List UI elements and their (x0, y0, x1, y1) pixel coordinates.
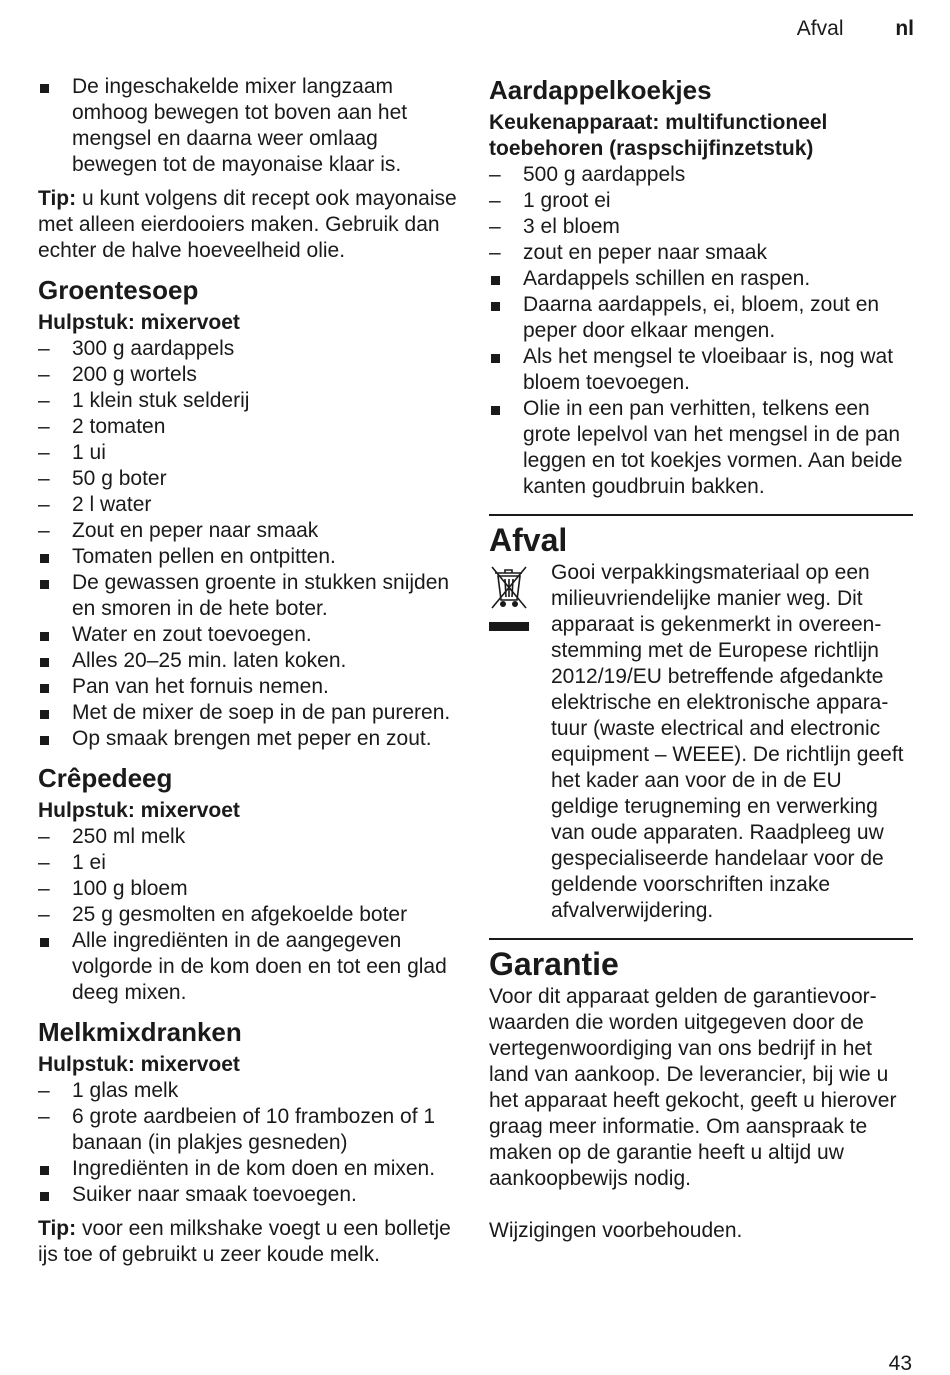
garantie-title: Garantie (489, 946, 619, 982)
weee-crossed-bin-icon (489, 564, 529, 634)
aardappel-list (489, 162, 913, 500)
list-item: Ingrediënten in de kom doen en mixen. (38, 1156, 466, 1182)
melkmix-title: Melkmixdranken (38, 1017, 242, 1047)
list-item: – 500 g aardappels (489, 162, 913, 188)
list-item: Tomaten pellen en ontpitten. (38, 544, 466, 570)
list-item: Als het mengsel te vloeibaar is, nog wat bloem toevoegen. (489, 344, 913, 396)
list-item: Aardappels schillen en raspen. (489, 266, 913, 292)
list-item: – 1 ui (38, 440, 466, 466)
tip-label: Tip: (38, 1217, 77, 1240)
list-item: – 250 ml melk (38, 824, 466, 850)
melkmix-list (38, 1078, 466, 1208)
list-item: De gewassen groente in stukken snijden en smoren in de hete boter. (38, 570, 466, 622)
afval-text: Gooi verpakkingsmateriaal op een milieuvriendelijke manier weg. Dit apparaat is gekenmerkt in overeen-stemming met de Europese richtlijn 2012/19/EU betreffende afgedankte elektrische en elektronische appara-tuur (waste electrical and electronic equipment – WEEE). De richtlijn geeft het kader aan voor de in de EU geldige terugneming en verwerking van oude apparaten. Raadpleeg uw gespecialiseerde handelaar voor de geldende voorschriften inzake afvalverwijdering. (551, 561, 904, 922)
list-item: – 1 groot ei (489, 188, 913, 214)
list-item: Met de mixer de soep in de pan pureren. (38, 700, 466, 726)
list-item: – 3 el bloem (489, 214, 913, 240)
page-header (797, 16, 914, 42)
mayo-steps (38, 74, 466, 178)
list-item: Pan van het fornuis nemen. (38, 674, 466, 700)
afval-block (489, 560, 913, 924)
list-item: Daarna aardappels, ei, bloem, zout en peper door elkaar mengen. (489, 292, 913, 344)
groentesoep-list (38, 336, 466, 752)
left-column (38, 74, 466, 1268)
list-item: – 6 grote aardbeien of 10 frambozen of 1 banaan (in plakjes gesneden) (38, 1104, 466, 1156)
tip-text: voor een milkshake voegt u een bolletje ijs toe of gebruikt u zeer koude melk. (38, 1217, 451, 1266)
crepedeeg-title: Crêpedeeg (38, 763, 173, 793)
tip-label: Tip: (38, 187, 77, 210)
list-item: Suiker naar smaak toevoegen. (38, 1182, 466, 1208)
list-item: Op smaak brengen met peper en zout. (38, 726, 466, 752)
groentesoep-tool: Hulpstuk: mixervoet (38, 311, 240, 334)
list-item: De ingeschakelde mixer langzaam omhoog bewegen tot boven aan het mengsel en daarna weer omlaag bewegen tot de mayonaise klaar is. (38, 74, 466, 178)
list-item: – 1 glas melk (38, 1078, 466, 1104)
list-item: Alles 20–25 min. laten koken. (38, 648, 466, 674)
page-number: 43 (888, 1352, 912, 1375)
list-item: – 25 g gesmolten en afgekoelde boter (38, 902, 466, 928)
melkmix-tip (38, 1216, 466, 1268)
melkmix-tool: Hulpstuk: mixervoet (38, 1053, 240, 1076)
header-language: nl (895, 17, 914, 40)
garantie-note: Wijzigingen voorbehouden. (489, 1219, 743, 1242)
groentesoep-title: Groentesoep (38, 275, 199, 305)
list-item: – 1 ei (38, 850, 466, 876)
header-section-title: Afval (796, 17, 844, 40)
list-item: – 1 klein stuk selderij (38, 388, 466, 414)
crepedeeg-list (38, 824, 466, 1006)
list-item: Olie in een pan verhitten, telkens een grote lepelvol van het mengsel in de pan leggen en tot koekjes vormen. Aan beide kanten goudbruin bakken. (489, 396, 913, 500)
aardappel-tool: Keukenapparaat: multifunctioneel toebehoren (raspschijfinzetstuk) (489, 111, 828, 160)
tip-text: u kunt volgens dit recept ook mayonaise met alleen eierdooiers maken. Gebruik dan echter de halve hoeveelheid olie. (38, 187, 457, 262)
section-divider (489, 938, 913, 940)
list-item: – 2 tomaten (38, 414, 466, 440)
section-divider (489, 514, 913, 516)
crepedeeg-tool: Hulpstuk: mixervoet (38, 799, 240, 822)
aardappel-title: Aardappelkoekjes (489, 75, 712, 105)
garantie-text: Voor dit apparaat gelden de garantievoor-waarden die worden uitgegeven door de vertegenwoordiging van ons bedrijf in het land van aankoop. De leverancier, bij wie u het apparaat heeft gekocht, geeft u hierover graag meer informatie. Om aanspraak te maken op de garantie heeft u altijd uw aankoopbewijs nodig. (489, 985, 897, 1190)
list-item: – 300 g aardappels (38, 336, 466, 362)
list-item: – zout en peper naar smaak (489, 240, 913, 266)
list-item: – Zout en peper naar smaak (38, 518, 466, 544)
list-item: Water en zout toevoegen. (38, 622, 466, 648)
list-item: – 200 g wortels (38, 362, 466, 388)
list-item: Alle ingrediënten in de aangegeven volgorde in de kom doen en tot een glad deeg mixen. (38, 928, 466, 1006)
list-item: – 2 l water (38, 492, 466, 518)
list-item: – 50 g boter (38, 466, 466, 492)
afval-title: Afval (489, 522, 568, 558)
mayo-tip (38, 186, 466, 264)
list-item: – 100 g bloem (38, 876, 466, 902)
right-column (489, 74, 913, 1244)
